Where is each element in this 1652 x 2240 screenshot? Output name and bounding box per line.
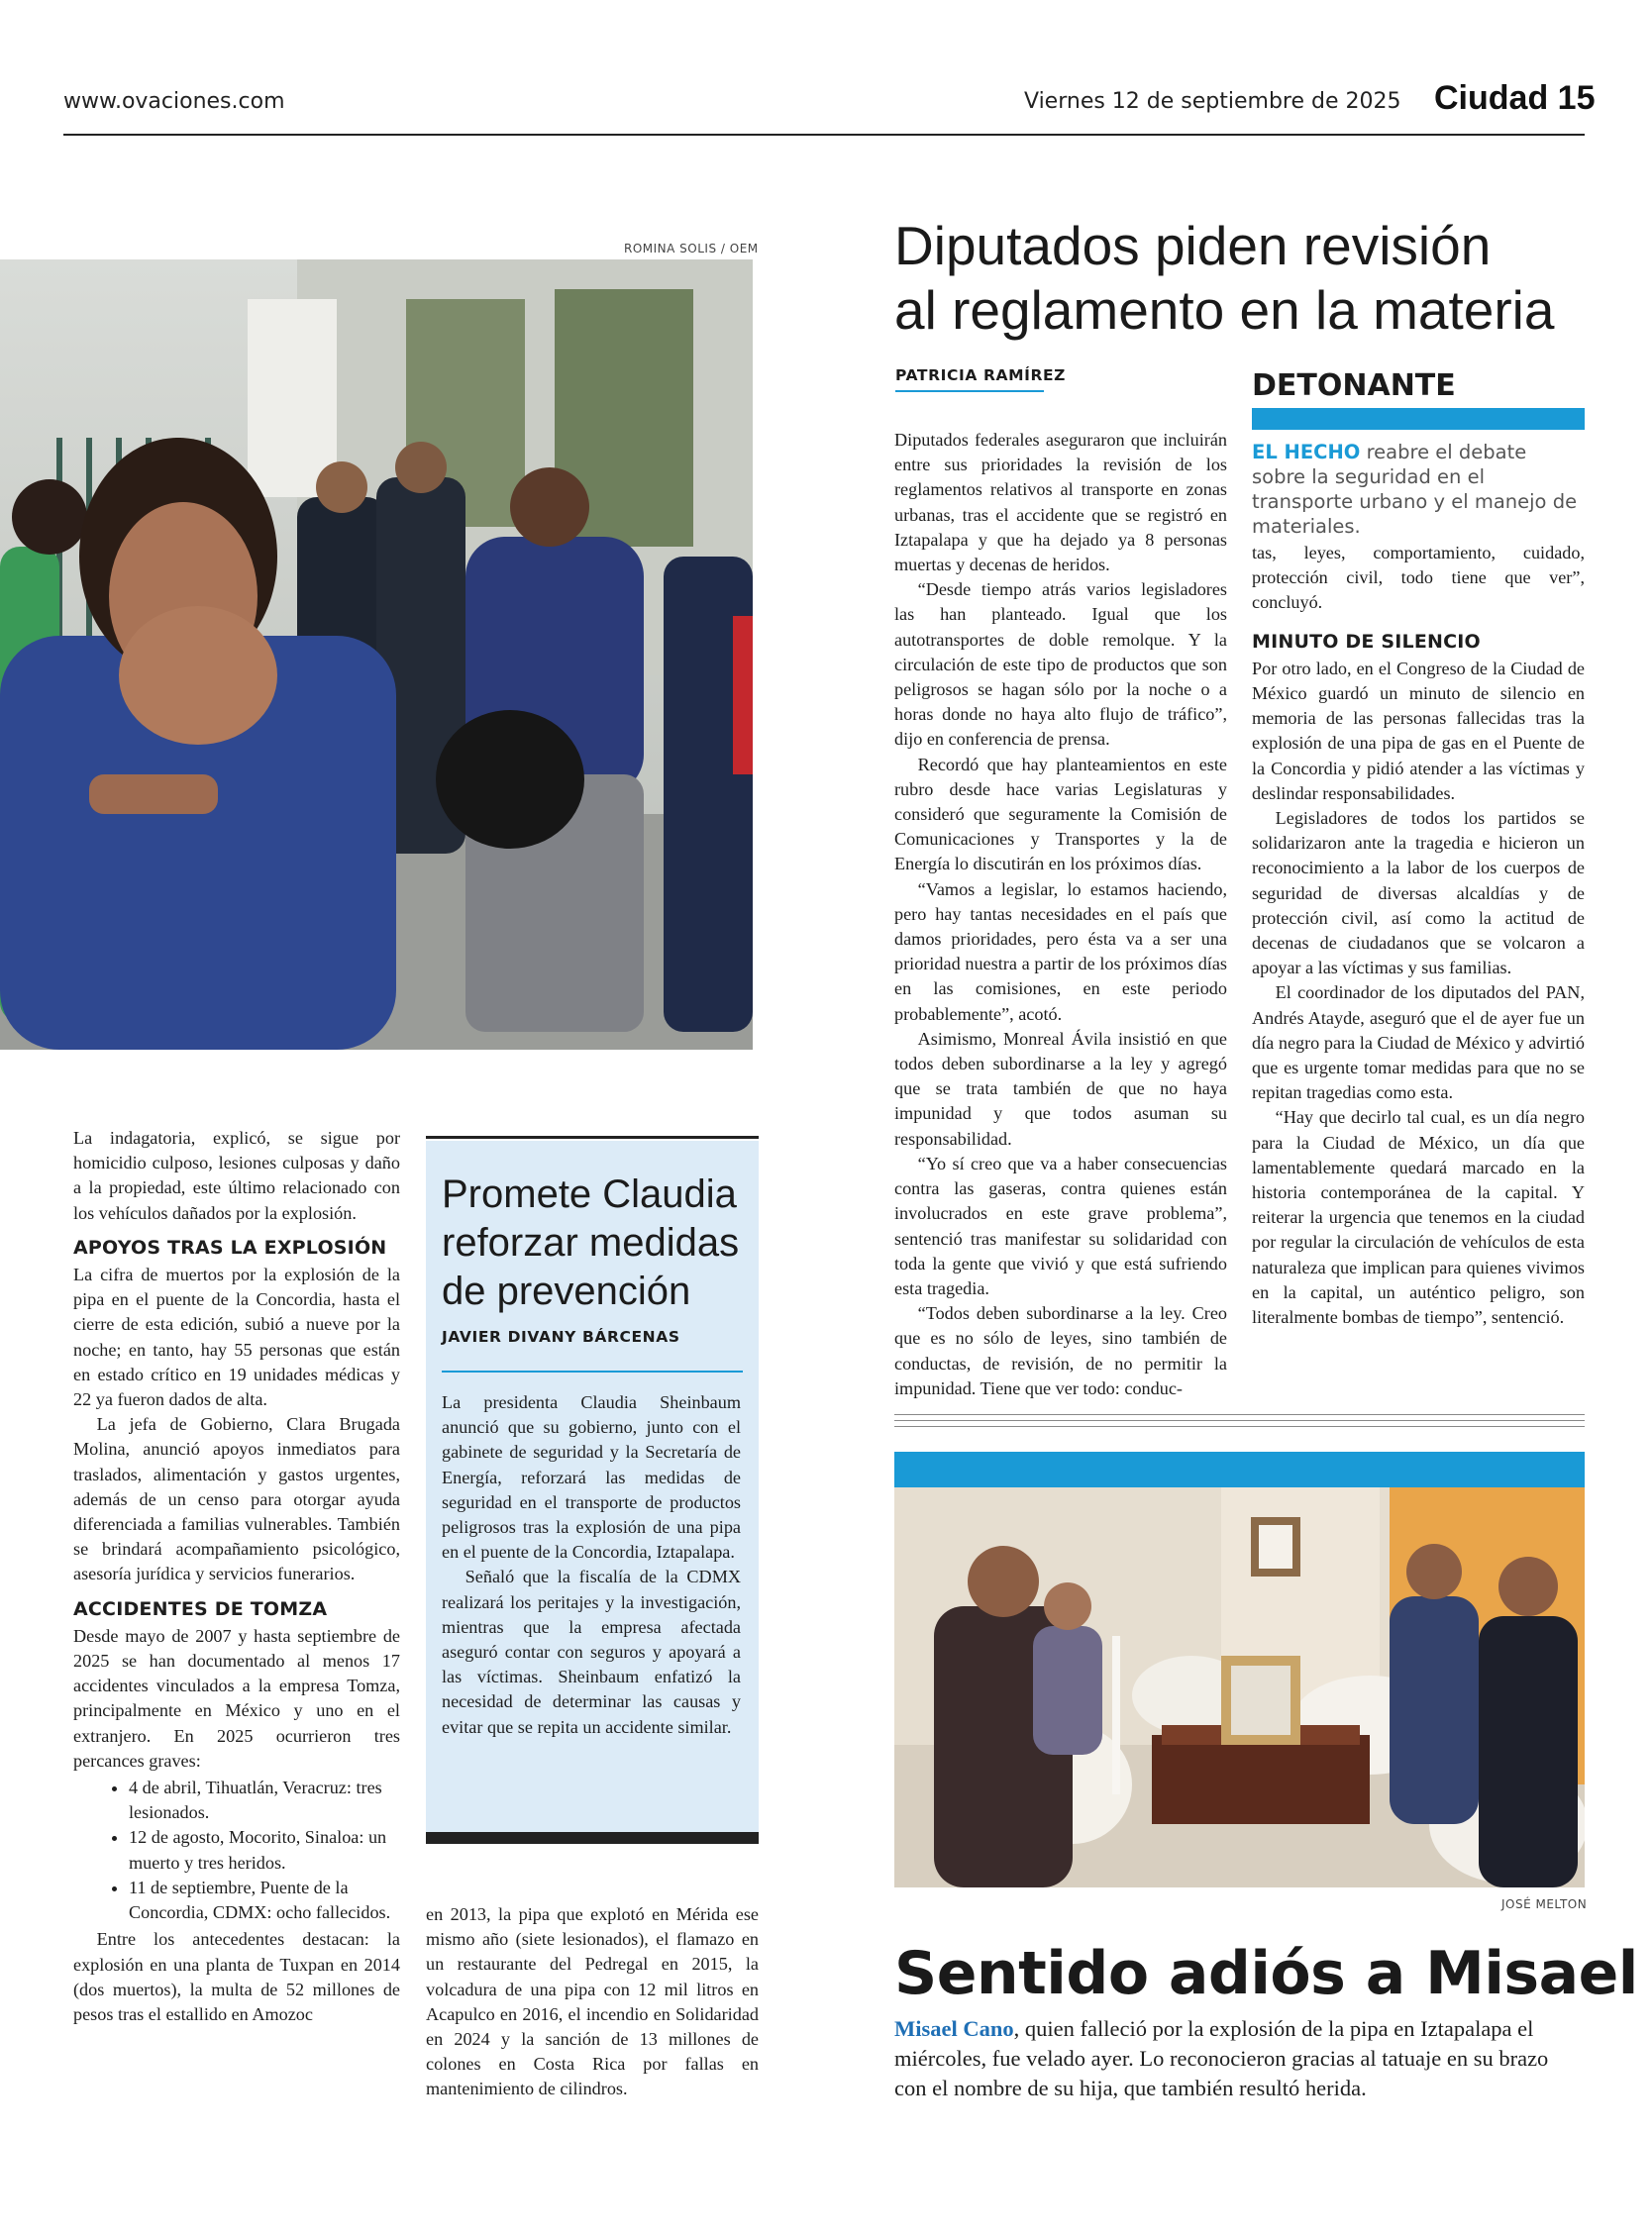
funeral-photo-image: [894, 1487, 1585, 1887]
main-paragraph: Por otro lado, en el Congreso de la Ciudad de México guardó un minuto de silencio en memoria de las personas fallecidas tras la explosión de una pipa de gas en el Puente de la Concordia y pidió atender a las víctimas y deslindar responsabilidades.: [1252, 658, 1585, 803]
box-headline-line: Promete Claudia: [442, 1172, 737, 1216]
box-paragraph-2: Señaló que la fiscalía de la CDMX realizará los peritajes y la investigación, mientras que la empresa afectada aseguró contar con seguros y apoyará a las víctimas. Sheinbaum enfatizó la necesidad de determinar las causas y evitar que se repita un accidente similar.: [442, 1567, 741, 1737]
section-label: [1434, 79, 1596, 118]
left-paragraph-4: Entre los antecedentes destacan: la explosión en una planta de Tuxpan en 2014 (dos muertos), la multa de 52 millones de pesos tras el estallido en Amozoc: [73, 1929, 400, 2024]
main-paragraph: “Yo sí creo que va a haber consecuencias contra las gaseras, contra quienes están involucrados en este grave problema”, sentenció tras manifestar su solidaridad con toda la gente que vivió y que está sufriendo esta tragedia.: [894, 1153, 1227, 1298]
left-article: [73, 1126, 400, 2027]
main-paragraph: tas, leyes, comportamiento, cuidado, protección civil, todo tiene que ver”, concluyó.: [1252, 543, 1585, 613]
list-item: • 12 de agosto, Mocorito, Sinaloa: un muerto y tres heridos.: [129, 1825, 400, 1875]
funeral-photo: [894, 1487, 1585, 1887]
main-paragraph: Diputados federales aseguraron que incluirán entre sus prioridades la revisión de los reglamentos relativos al transporte en zonas urbanas, tras el accidente que se registró en Iztapalapa y que ha dejado ya 8 personas muertas y decenas de heridos.: [894, 430, 1227, 575]
page-number: 15: [1557, 79, 1596, 117]
main-paragraph: “Vamos a legislar, lo estamos haciendo, pero hay tantas necesidades en el país que damos prioridades, pero ésta va a ser una prioridad nuestra a partir de los próximos días en las comisiones, en este periodo probablemente”, acotó.: [894, 878, 1227, 1024]
subhead-minuto: MINUTO DE SILENCIO: [1252, 630, 1481, 653]
box-headline-line: reforzar medidas: [442, 1221, 740, 1265]
list-item: • 11 de septiembre, Puente de la Concordia, CDMX: ocho fallecidos.: [129, 1876, 400, 1925]
box-byline-rule: [442, 1371, 743, 1373]
header-rule: [63, 134, 1585, 136]
photo-credit-funeral: JOSÉ MELTON: [1501, 1897, 1588, 1911]
main-paragraph: El coordinador de los diputados del PAN, Andrés Atayde, aseguró que el de ayer fue un día negro para la Ciudad de México y advirtió que es urgente tomar medidas para que no se repitan tragedias como esta.: [1252, 982, 1585, 1103]
detonante-label: DETONANTE: [1252, 368, 1456, 403]
detonante-text: [1252, 440, 1585, 539]
left-intro-paragraph: La indagatoria, explicó, se sigue por homicidio culposo, lesiones culposas y daño a la propiedad, este último relacionado con los vehículos dañados por la explosión.: [73, 1128, 400, 1223]
main-paragraph: Asimismo, Monreal Ávila insistió en que todos deben subordinarse a la ley y agregó que se trata también de que no haya impunidad y que todos asuman su responsabilidad.: [894, 1028, 1227, 1149]
main-byline: PATRICIA RAMÍREZ: [895, 366, 1067, 384]
main-col-2: [1252, 541, 1585, 1330]
bottom-lead: [894, 2014, 1585, 2103]
left-paragraph-2: La jefa de Gobierno, Clara Brugada Molina, anunció apoyos inmediatos para traslados, alimentación y gastos urgentes, además de un censo para otorgar ayuda diferenciada a familias vulnerables. También se brindará acompañamiento psicológico, asesoría jurídica y servicios funerarios.: [73, 1414, 400, 1584]
box-byline: JAVIER DIVANY BÁRCENAS: [442, 1328, 680, 1346]
continuation-paragraph: en 2013, la pipa que explotó en Mérida ese mismo año (siete lesionados), el flamazo en un restaurante del Pedregal en 2015, la volcadura de una pipa con 12 mil litros en Acapulco en 2016, el incendio en Solidaridad en 2024 y la sanción de 13 millones de colones en Costa Rica por fallas en mantenimiento de cilindros.: [426, 1904, 759, 2099]
left-paragraph-1: La cifra de muertos por la explosión de la pipa en el puente de la Concordia, hasta el cierre de esta edición, subió a nueve por la noche; en tanto, hay 55 personas que están en estado crítico en 19 unidades médicas y 22 ya fueron dados de alta.: [73, 1265, 400, 1410]
main-paragraph: Legisladores de todos los partidos se solidarizaron ante la tragedia e hicieron un reconocimiento a la labor de los cuerpos de seguridad de diversas alcaldías y de protección civil, así como la actitud de decenas de ciudadanos que se volcaron a apoyar a las víctimas y sus familias.: [1252, 808, 1585, 978]
section-name: Ciudad: [1434, 79, 1549, 117]
main-headline-line: Diputados piden revisión: [894, 215, 1492, 276]
subhead-tomza: ACCIDENTES DE TOMZA: [73, 1597, 328, 1620]
main-byline-rule: [895, 390, 1044, 392]
bottom-lead-text: , quien falleció por la explosión de la pipa en Iztapalapa el miércoles, fue velado ayer. Lo reconocieron gracias al tatuaje en su brazo con el nombre de su hija, que también resultó herida.: [894, 2016, 1549, 2100]
main-paragraph: Recordó que hay planteamientos en este rubro desde hace varias Legislaturas y consideró que seguramente la Comisión de Comunicaciones y Transportes y la de Energía lo discutirán en los próximos días.: [894, 754, 1227, 874]
main-paragraph: “Todos deben subordinarse a la ley. Creo que es no sólo de leyes, sino también de conductas, de revisión, de no permitir la impunidad. Tiene que ver todo: conduc-: [894, 1303, 1227, 1398]
subhead-apoyos: APOYOS TRAS LA EXPLOSIÓN: [73, 1236, 387, 1259]
list-item: • 4 de abril, Tihuatlán, Veracruz: tres lesionados.: [129, 1776, 400, 1825]
detonante-lead: EL HECHO: [1252, 441, 1361, 463]
divider-line: [894, 1420, 1585, 1421]
main-headline: [894, 214, 1607, 343]
detonante-bar: [1252, 408, 1585, 430]
divider-line: [894, 1414, 1585, 1415]
main-paragraph: “Hay que decirlo tal cual, es un día negro para la Ciudad de México, un día que lamentablemente quedará marcado en la historia contemporánea de la capital. Y reiterar la urgencia que tenemos en la ciudad por regular la circulación de vehículos de esta naturaleza que implican para quienes vivimos en la capital, un auténtico peligro, son literalmente bombas de tiempo”, sentenció.: [1252, 1107, 1585, 1328]
main-photo: [0, 259, 753, 1050]
box-bottom-bar: [426, 1832, 759, 1844]
site-url[interactable]: www.ovaciones.com: [63, 89, 285, 114]
sidebar-box: [426, 1141, 759, 1832]
continuation-text: [426, 1902, 759, 2102]
box-top-rule: [426, 1136, 759, 1139]
box-headline-line: de prevención: [442, 1270, 691, 1313]
main-headline-line: al reglamento en la materia: [894, 279, 1555, 341]
bottom-lead-name: Misael Cano: [894, 2016, 1014, 2041]
photo-credit-main: ROMINA SOLIS / OEM: [624, 242, 759, 255]
main-photo-image: [0, 259, 753, 1050]
bottom-photo-bar: [894, 1452, 1585, 1487]
box-paragraph-1: La presidenta Claudia Sheinbaum anunció que su gobierno, junto con el gabinete de seguridad y la Secretaría de Energía, reforzará las medidas de seguridad en el transporte de productos peligrosos tras la explosión de una pipa en el puente de la Concordia, Iztapalapa.: [442, 1392, 741, 1563]
incident-list: [73, 1776, 400, 1925]
left-paragraph-3: Desde mayo de 2007 y hasta septiembre de 2025 se han documentado al menos 17 accidentes vinculados a la empresa Tomza, principalmente en México y uno en el extranjero. En 2025 ocurrieron tres percances graves:: [73, 1625, 400, 1771]
bottom-headline: Sentido adiós a Misael: [894, 1939, 1638, 2008]
box-body: [442, 1390, 741, 1740]
box-headline: [442, 1171, 743, 1316]
main-paragraph: “Desde tiempo atrás varios legisladores las han planteado. Igual que los autotransportes de doble remolque. Y la circulación de este tipo de productos que son peligrosos se hagan sólo por la noche o a horas donde no haya alto flujo de tráfico”, dijo en conferencia de prensa.: [894, 579, 1227, 750]
main-col-1: [894, 428, 1227, 1401]
divider-line: [894, 1426, 1585, 1427]
issue-date: Viernes 12 de septiembre de 2025: [1024, 89, 1401, 114]
detonante-body: reabre el debate sobre la seguridad en el transporte urbano y el manejo de materiales.: [1252, 441, 1578, 538]
